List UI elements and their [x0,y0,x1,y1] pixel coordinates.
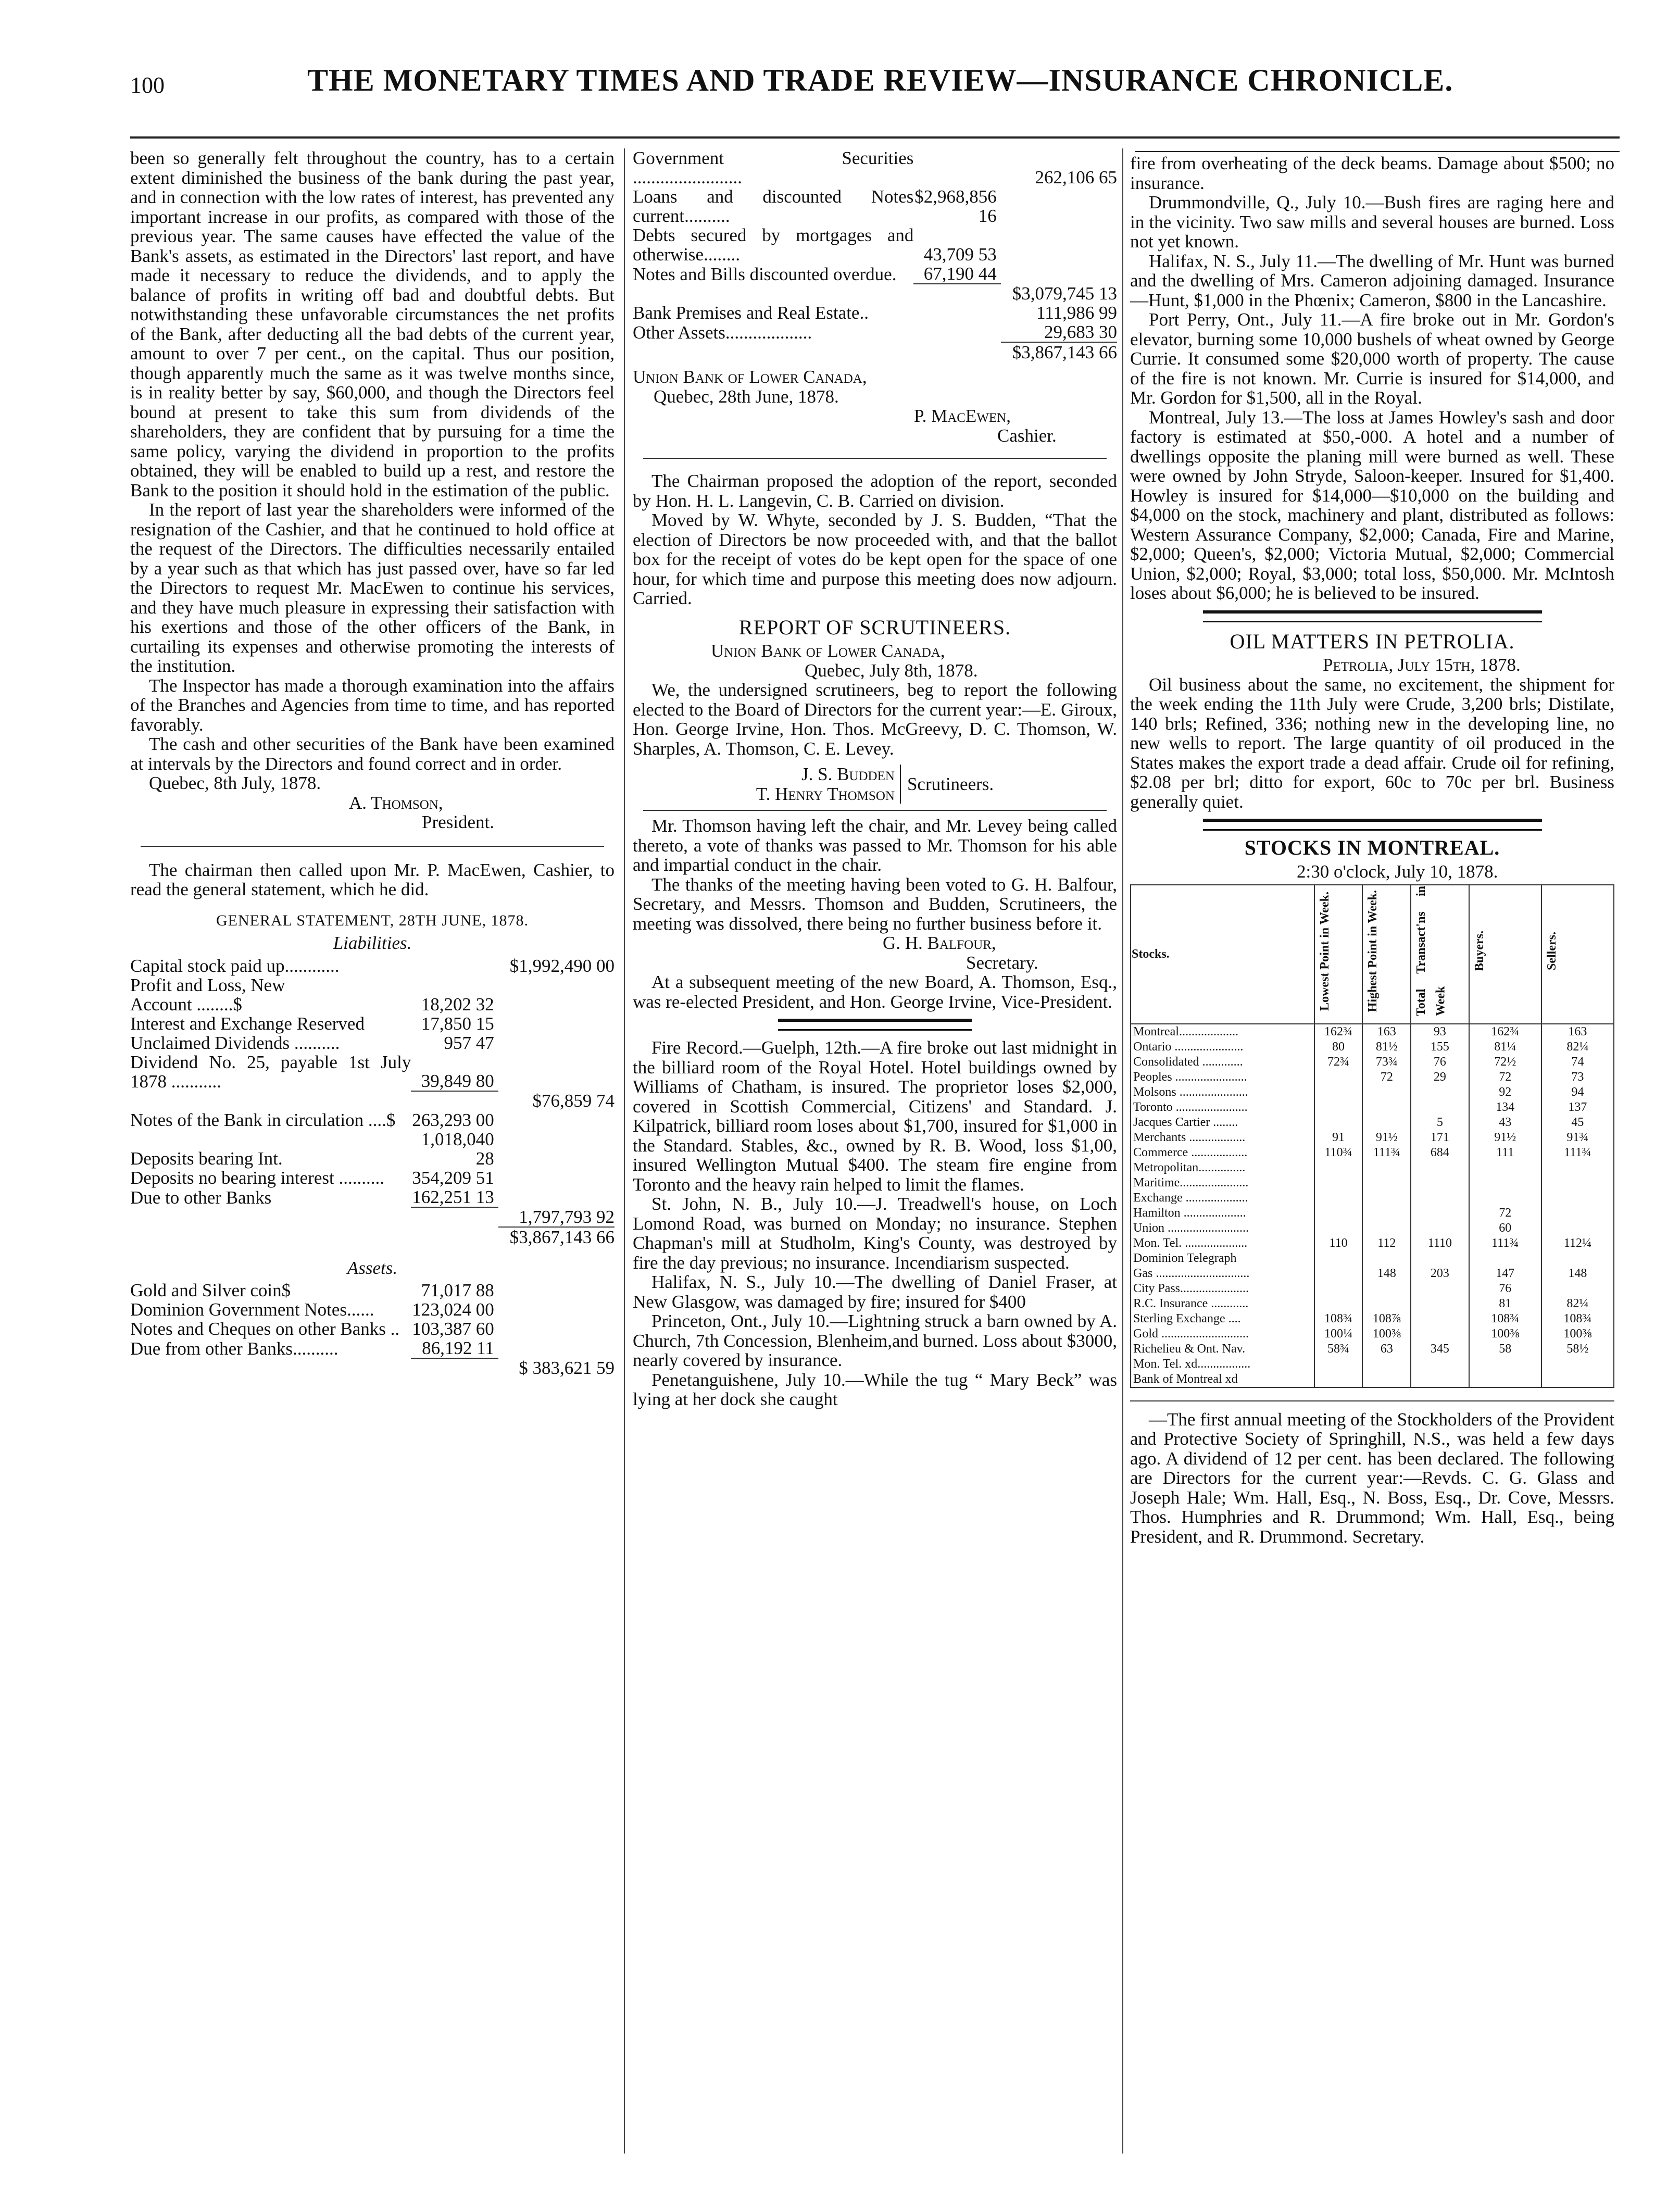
stock-name: Montreal................... [1131,1024,1314,1040]
stock-value: 100¼ [1314,1326,1363,1342]
stock-value [1541,1206,1614,1221]
stock-value: 74 [1541,1055,1614,1070]
liabilities-table [130,956,615,1247]
stock-value: 91½ [1469,1130,1541,1145]
assets-heading: Assets. [347,1257,398,1278]
stock-name: Peoples ....................... [1131,1070,1314,1085]
stock-value: 81 [1469,1296,1541,1311]
stock-name: Toronto ....................... [1131,1100,1314,1115]
stocks-table [1130,884,1614,1388]
secretary-name: G. H. Balfour, [883,933,996,953]
stock-name: Maritime...................... [1131,1175,1314,1191]
stock-name: Exchange .................... [1131,1191,1314,1206]
ornamental-rule [1203,610,1542,622]
ledger-row: Notes and Bills discounted overdue. 67,190 44 [633,264,997,284]
column-3 [1130,148,1614,1546]
stock-value [1314,1100,1363,1115]
stocks-row [1131,1266,1614,1281]
stock-value: 72¾ [1314,1055,1363,1070]
stock-value: 93 [1411,1024,1469,1040]
stock-value: 163 [1362,1024,1411,1040]
stock-value [1469,1372,1541,1387]
ledger-row: $ 383,621 59 [130,1358,615,1378]
paragraph: The Chairman proposed the adoption of the report, seconded by Hon. H. L. Langevin, C. B. Carried on division. [633,471,1117,511]
stock-value: 58¾ [1314,1342,1363,1357]
stock-value [1411,1326,1469,1342]
ledger-row: Bank Premises and Real Estate.. 111,986 99 [633,303,1117,323]
stock-value [1541,1372,1614,1387]
ornamental-rule [778,1019,972,1031]
stock-value: 80 [1314,1040,1363,1055]
stock-value [1541,1281,1614,1296]
stock-value [1362,1191,1411,1206]
stock-name: Gas .............................. [1131,1266,1314,1281]
stock-value: 203 [1411,1266,1469,1281]
stock-value: 162¾ [1314,1024,1363,1040]
ledger-row: Deposits bearing Int. 1,018,040 28 [130,1129,494,1169]
stock-value [1314,1296,1363,1311]
divider [1130,1400,1614,1401]
stock-name: Bank of Montreal xd [1131,1372,1314,1387]
stock-value [1314,1191,1363,1206]
stock-value: 108¾ [1541,1311,1614,1326]
stocks-header-row [1131,885,1614,1024]
stock-value [1314,1281,1363,1296]
paragraph: Montreal, July 13.—The loss at James Howley's sash and door factory is estimated at $50,-000. A hotel and a number of dwellings opposite the planing mill were burned as well. These were owned by John Stryde, Saloon-keeper. Insured for $1,400. Howley is insured for $14,000—$10,000 on the building and $4,000 on the stock, machinery and plant, distributed as follows: Western Assurance Company, $2,000; Canada, Fire and Marine, $2,000; Queen's, $2,000; Victoria Mutual, $2,000; Commercial Union, $2,000; Royal, $3,000; total loss, $50,000. Mr. McIntosh loses about $6,000; he is believed to be insured. [1130,407,1614,603]
stock-value: 58 [1469,1342,1541,1357]
paragraph: The thanks of the meeting having been voted to G. H. Balfour, Secretary, and Messrs. Thomson and Budden, Scrutineers, the meeting was dissolved, there being no further business before it. [633,874,1117,934]
stocks-row [1131,1130,1614,1145]
stock-value: 100⅜ [1469,1326,1541,1342]
stock-value [1541,1251,1614,1266]
fire-record: Halifax, N. S., July 10.—The dwelling of Daniel Fraser, at New Glasgow, was damaged by fire; insured for $400 [633,1272,1117,1312]
stock-value: 137 [1541,1100,1614,1115]
stock-value [1469,1175,1541,1191]
stock-value: 73 [1541,1070,1614,1085]
stock-value [1411,1296,1469,1311]
stock-value: 29 [1411,1070,1469,1085]
stock-value: 108⅞ [1362,1311,1411,1326]
stock-value: 148 [1541,1266,1614,1281]
stock-name: Gold ............................ [1131,1326,1314,1342]
stock-value: 81½ [1362,1040,1411,1055]
cashier-title: Cashier. [997,425,1057,446]
stock-value [1314,1115,1363,1130]
stock-value: 684 [1411,1145,1469,1160]
ledger-row: Deposits no bearing interest .......... 354,209 51 [130,1167,494,1188]
stock-value [1411,1251,1469,1266]
stock-value: 134 [1469,1100,1541,1115]
stock-value: 155 [1411,1040,1469,1055]
stock-name: Merchants .................. [1131,1130,1314,1145]
stock-value: 72 [1362,1070,1411,1085]
stocks-row [1131,1175,1614,1191]
ledger-row: Due to other Banks 162,251 13 [130,1186,494,1208]
stock-value [1411,1191,1469,1206]
ledger-row: $3,867,143 66 [130,1227,615,1247]
stock-name: Sterling Exchange .... [1131,1311,1314,1326]
scrutineer-name: T. Henry Thomson [756,783,895,804]
stock-value: 111 [1469,1145,1541,1160]
stock-value: 45 [1541,1115,1614,1130]
ledger-row: $76,859 74 [130,1091,615,1110]
section-heading-scrutineers: REPORT OF SCRUTINEERS. [738,615,1011,639]
stock-value: 60 [1469,1221,1541,1236]
ledger-row: Dividend No. 25, payable 1st July 1878 ........... 39,849 80 [130,1052,494,1092]
stock-value: 171 [1411,1130,1469,1145]
stock-value [1362,1206,1411,1221]
paragraph: Oil business about the same, no excitement, the shipment for the week ending the 11th July were Crude, 3,200 brls; Distilate, 140 brls; Refined, 336; nothing new in the developing line, no new wells to report. The large quantity of oil produced in the States makes the export trade a dead affair. Crude oil for refining, $2.08 per brl; ditto for export, 60c to 70c per brl. Business generally quiet. [1130,674,1614,812]
stock-value: 76 [1411,1055,1469,1070]
ledger-row: Loans and discounted Notes current.......... $2,968,856 16 [633,186,997,226]
ledger-row: Government Securities ........................ 262,106 65 [633,148,1117,187]
stocks-time: 2:30 o'clock, July 10, 1878. [1297,861,1498,882]
paragraph: At a subsequent meeting of the new Board, A. Thomson, Esq., was re-elected President, and Hon. George Irvine, Vice-President. [633,972,1117,1012]
ledger-row: $3,079,745 13 [633,284,1117,303]
page-header [130,62,1599,125]
stock-value [1411,1175,1469,1191]
stock-name: Hamilton .................... [1131,1206,1314,1221]
paragraph: Halifax, N. S., July 11.—The dwelling of Mr. Hunt was burned and the dwelling of Mrs. Cameron adjoining damaged. Insurance—Hunt, $1,000 in the Phœnix; Cameron, $800 in the Lancashire. [1130,251,1614,310]
ledger-row: $3,867,143 66 [633,342,1117,362]
stock-value: 63 [1362,1342,1411,1357]
assets-continued-table [633,148,1117,362]
paragraph: In the report of last year the shareholders were informed of the resignation of the Cashier, and that he continued to hold office at the request of the Directors. The difficulties necessarily entailed by a year such as that which has just passed over, have so far led the Directors to request Mr. MacEwen to continue his services, and they have much pleasure in expressing their satisfaction with his exertions and those of the other officers of the Bank, in curtailing its expenses and otherwise promoting the interests of the institution. [130,499,615,676]
ornamental-rule [1203,819,1542,831]
section-heading-oil: OIL MATTERS IN PETROLIA. [1230,629,1515,653]
stocks-col-header: Sellers. [1541,885,1614,1024]
stock-value: 147 [1469,1266,1541,1281]
stock-value [1362,1251,1411,1266]
paragraph: Drummondville, Q., July 10.—Bush fires are raging here and in the vicinity. Two saw mills and several houses are burned. Loss not yet known. [1130,192,1614,252]
stock-value: 345 [1411,1342,1469,1357]
stocks-row [1131,1070,1614,1085]
column-divider [624,148,625,2154]
stock-value [1314,1175,1363,1191]
header-rule [130,136,1620,139]
stock-name: Mon. Tel. .................... [1131,1236,1314,1251]
stock-name: Ontario ...................... [1131,1040,1314,1055]
stocks-row [1131,1145,1614,1160]
paragraph: The chairman then called upon Mr. P. MacEwen, Cashier, to read the general statement, which he did. [130,859,615,899]
ledger-row: Unclaimed Dividends .......... 957 47 [130,1032,494,1053]
stock-value [1362,1221,1411,1236]
stock-name: Commerce .................. [1131,1145,1314,1160]
stocks-row [1131,1040,1614,1055]
stocks-col-header: Highest Point in Week. [1362,885,1411,1024]
divider [643,458,1107,459]
ledger-row: Dominion Government Notes...... 123,024 00 [130,1299,494,1320]
stocks-row [1131,1160,1614,1175]
scrutineers-signatures [633,765,1117,804]
stock-value [1314,1221,1363,1236]
divider [643,810,1107,811]
stock-value: 108¾ [1469,1311,1541,1326]
stock-name: Dominion Telegraph [1131,1251,1314,1266]
stock-value: 43 [1469,1115,1541,1130]
stock-value: 162¾ [1469,1024,1541,1040]
stock-value [1411,1206,1469,1221]
stocks-row [1131,1372,1614,1387]
column-2 [633,148,1117,1409]
stock-value: 110¾ [1314,1145,1363,1160]
stock-value [1411,1281,1469,1296]
fire-record: Penetanguishene, July 10.—While the tug “ Mary Beck” was lying at her dock she caught [633,1369,1117,1409]
stock-value: 91 [1314,1130,1363,1145]
signer-title: President. [422,812,495,832]
stock-value [1314,1160,1363,1175]
section-heading-stocks: STOCKS IN MONTREAL. [1244,836,1500,859]
stock-value: 100⅜ [1362,1326,1411,1342]
stock-name: Consolidated ............. [1131,1055,1314,1070]
stock-value: 112¼ [1541,1236,1614,1251]
paragraph: been so generally felt throughout the country, has to a certain extent diminished the business of the bank during the past year, and in connection with the low rates of interest, has prevented any important increase in our profits, as compared with those of the previous year. The same causes have effected the value of the Bank's assets, as estimated in the Directors' last report, and have made it necessary to reduce the dividends, and to apply the balance of profits in writing off bad and doubtful debts. But notwithstanding these unfavorable circumstances the net profits of the Bank, after deducting all the bad debts of the current year, amount to over 7 per cent., on the capital. Thus our position, though apparently much the same as it was twelve months since, is in reality better by say, $60,000, and though the Directors feel bound at present to take this sum from dividends of the shareholders, they are confident that by pursuing for a time the same policy, varying the dividend in proportion to the profits obtained, they will be enabled to build up a rest, and restore the Bank to the position it should hold in the estimation of the public. [130,148,615,500]
fire-record: St. John, N. B., July 10.—J. Treadwell's house, on Loch Lomond Road, was burned on Monday; no insurance. Stephen Chapman's mill at Studholm, King's County, was destroyed by fire the day previous; no insurance. Incendiarism suspected. [633,1194,1117,1273]
paragraph: The Inspector has made a thorough examination into the affairs of the Branches and Agencies from time to time, and has reported favorably. [130,675,615,735]
stock-value [1362,1160,1411,1175]
stock-value: 72 [1469,1206,1541,1221]
stock-value [1362,1175,1411,1191]
stock-value [1541,1160,1614,1175]
stock-value: 108¾ [1314,1311,1363,1326]
stock-value: 82¼ [1541,1040,1614,1055]
cashier-name: P. MacEwen, [914,406,1011,426]
stock-value [1362,1372,1411,1387]
stock-value [1362,1296,1411,1311]
bank-date: Quebec, 28th June, 1878. [654,386,839,407]
stock-value: 111¾ [1541,1145,1614,1160]
stock-value: 72 [1469,1070,1541,1085]
stock-value [1362,1085,1411,1100]
paragraph: Mr. Thomson having left the chair, and Mr. Levey being called thereto, a vote of thanks was passed to Mr. Thomson for his able and impartial conduct in the chair. [633,816,1117,875]
stock-value [1314,1372,1363,1387]
stock-value: 1110 [1411,1236,1469,1251]
dateline: Quebec, 8th July, 1878. [149,773,321,793]
ledger-row: Notes of the Bank in circulation ....$ 263,293 00 [130,1109,494,1130]
stock-value [1541,1191,1614,1206]
ledger-row: 1,797,793 92 [130,1207,615,1227]
assets-table [130,1281,615,1378]
stock-name: R.C. Insurance ............ [1131,1296,1314,1311]
stock-value [1314,1357,1363,1372]
stock-value: 112 [1362,1236,1411,1251]
stocks-row [1131,1311,1614,1326]
stock-name: Mon. Tel. xd................. [1131,1357,1314,1372]
stock-value: 100⅜ [1541,1326,1614,1342]
stock-name: City Pass...................... [1131,1281,1314,1296]
stock-value: 110 [1314,1236,1363,1251]
stock-value [1469,1191,1541,1206]
ledger-row: Capital stock paid up............ $1,992,490 00 [130,955,615,976]
scrutineers-date: Quebec, July 8th, 1878. [805,660,978,681]
stock-value: 91¾ [1541,1130,1614,1145]
fire-record: Princeton, Ont., July 10.—Lightning struck a barn owned by A. Church, 7th Concession, Blenheim,and burned. Loss about $3000, nearly covered by insurance. [633,1311,1117,1370]
stock-value: 82¼ [1541,1296,1614,1311]
stock-value [1362,1115,1411,1130]
stocks-row [1131,1055,1614,1070]
ledger-row: Account ........$ 18,202 32 [130,994,494,1015]
secretary-title: Secretary. [966,952,1038,973]
stock-value [1411,1357,1469,1372]
page-number: 100 [130,72,165,98]
stocks-col-header: Total Transact'ns in Week [1411,885,1469,1024]
stock-value [1362,1357,1411,1372]
stock-value: 81¼ [1469,1040,1541,1055]
stock-value: 111¾ [1362,1145,1411,1160]
ledger-row: Other Assets................... 29,683 30 [633,322,1117,343]
stocks-col-header: Buyers. [1469,885,1541,1024]
stock-value [1541,1221,1614,1236]
stocks-row [1131,1024,1614,1040]
ledger-row: Debts secured by mortgages and otherwise........ 43,709 53 [633,225,997,265]
stock-value: 5 [1411,1115,1469,1130]
stock-value: 91½ [1362,1130,1411,1145]
stock-value [1469,1251,1541,1266]
stock-value: 58½ [1541,1342,1614,1357]
stock-value [1411,1100,1469,1115]
stocks-row [1131,1296,1614,1311]
stock-value: 73¾ [1362,1055,1411,1070]
stock-value [1411,1160,1469,1175]
stock-value [1411,1085,1469,1100]
stocks-row [1131,1115,1614,1130]
stock-name: Richelieu & Ont. Nav. [1131,1342,1314,1357]
ledger-row: Gold and Silver coin$ 71,017 88 [130,1280,494,1300]
stock-value [1469,1160,1541,1175]
stock-name: Union .......................... [1131,1221,1314,1236]
stocks-row [1131,1191,1614,1206]
stock-name: Metropolitan............... [1131,1160,1314,1175]
stock-value [1314,1085,1363,1100]
paragraph: Moved by W. Whyte, seconded by J. S. Budden, “That the election of Directors be now proceeded with, and that the ballot box for the receipt of votes do be kept open for the space of one hour, for which time and purpose this meeting does now adjourn. Carried. [633,510,1117,608]
stocks-row [1131,1357,1614,1372]
stock-value [1541,1175,1614,1191]
stock-value [1469,1357,1541,1372]
signer-name: A. Thomson, [349,792,443,813]
stocks-col-header: Stocks. [1131,885,1314,1024]
stock-value [1314,1251,1363,1266]
stock-value: 76 [1469,1281,1541,1296]
column-divider [1122,148,1123,2154]
stocks-row [1131,1206,1614,1221]
stock-value [1314,1266,1363,1281]
stocks-row [1131,1326,1614,1342]
stock-value [1362,1281,1411,1296]
stock-value [1362,1100,1411,1115]
divider [141,846,604,847]
column-1 [130,148,615,1378]
fire-record: Fire Record.—Guelph, 12th.—A fire broke out last midnight in the billiard room of the Royal Hotel. Hotel buildings owned by Williams of Chatham, is insured. The proprietor loses $2,000, covered in Scottish Commercial, Citizens' and Standard. J. Kilpatrick, billiard room loses about $1,700, insured for $1,000 in the Standard. Stables, &c., owned by R. B. Wood, loss $1,00, insured Wellington Mutual $400. The steam fire engine from Toronto and the heavy rain helped to limit the flames. [633,1037,1117,1195]
scrutineers-label: Scrutineers. [907,773,994,794]
paragraph: —The first annual meeting of the Stockholders of the Provident and Protective Society of Springhill, N.S., was held a few days ago. A dividend of 12 per cent. has been declared. The following are Directors for the current year:—Revds. C. G. Glass and Joseph Hale; Wm. Hall, Esq., N. Boss, Esq., Dr. Cove, Messrs. Thos. Humphries and R. Drummond; Wm. Hall, Esq., being President, and R. Drummond. Secretary. [1130,1409,1614,1547]
ledger-row: Due from other Banks.......... 86,192 11 [130,1338,494,1359]
stock-name: Jacques Cartier ........ [1131,1115,1314,1130]
stock-value: 94 [1541,1085,1614,1100]
statement-title: GENERAL STATEMENT, 28TH JUNE, 1878. [216,911,529,929]
stocks-row [1131,1236,1614,1251]
oil-dateline: Petrolia, July 15th, 1878. [1323,655,1521,675]
paragraph: The cash and other securities of the Bank have been examined at intervals by the Directors and found correct and in order. [130,734,615,774]
stock-value [1314,1206,1363,1221]
stock-value: 92 [1469,1085,1541,1100]
running-head: THE MONETARY TIMES AND TRADE REVIEW—INSURANCE CHRONICLE. [307,63,1453,97]
stocks-row [1131,1221,1614,1236]
scrutineers-bank: Union Bank of Lower Canada, [711,641,945,661]
stocks-col-header: Lowest Point in Week. [1314,885,1363,1024]
stocks-row [1131,1342,1614,1357]
stocks-row [1131,1100,1614,1115]
liabilities-heading: Liabilities. [333,933,412,953]
stocks-row [1131,1281,1614,1296]
scrutineer-name: J. S. Budden [801,764,895,784]
stock-value [1314,1070,1363,1085]
ledger-row: Profit and Loss, New [130,974,285,995]
paragraph: fire from overheating of the deck beams. Damage about $500; no insurance. [1130,153,1614,193]
stocks-row [1131,1251,1614,1266]
paragraph: We, the undersigned scrutineers, beg to report the following elected to the Board of Directors for the current year:—E. Giroux, Hon. George Irvine, Hon. Thos. McGreevy, D. C. Thomson, W. Sharples, A. Thomson, C. E. Levey. [633,680,1117,759]
stock-value: 148 [1362,1266,1411,1281]
stock-value [1541,1357,1614,1372]
ledger-row: Notes and Cheques on other Banks .. 103,387 60 [130,1319,494,1339]
paragraph: Port Perry, Ont., July 11.—A fire broke out in Mr. Gordon's elevator, burning some 10,000 bushels of wheat owned by George Currie. It consumed some $20,000 worth of property. The cause of the fire is not known. Mr. Currie is insured for $14,000, and Mr. Gordon for $1,500, all in the Royal. [1130,309,1614,408]
stock-value [1411,1372,1469,1387]
stock-value: 163 [1541,1024,1614,1040]
stock-value [1411,1311,1469,1326]
bank-name: Union Bank of Lower Canada, [633,367,867,387]
stock-name: Molsons ...................... [1131,1085,1314,1100]
stock-value: 72½ [1469,1055,1541,1070]
stocks-row [1131,1085,1614,1100]
ledger-row: Interest and Exchange Reserved 17,850 15 [130,1013,494,1034]
stock-value [1411,1221,1469,1236]
stock-value: 111¾ [1469,1236,1541,1251]
